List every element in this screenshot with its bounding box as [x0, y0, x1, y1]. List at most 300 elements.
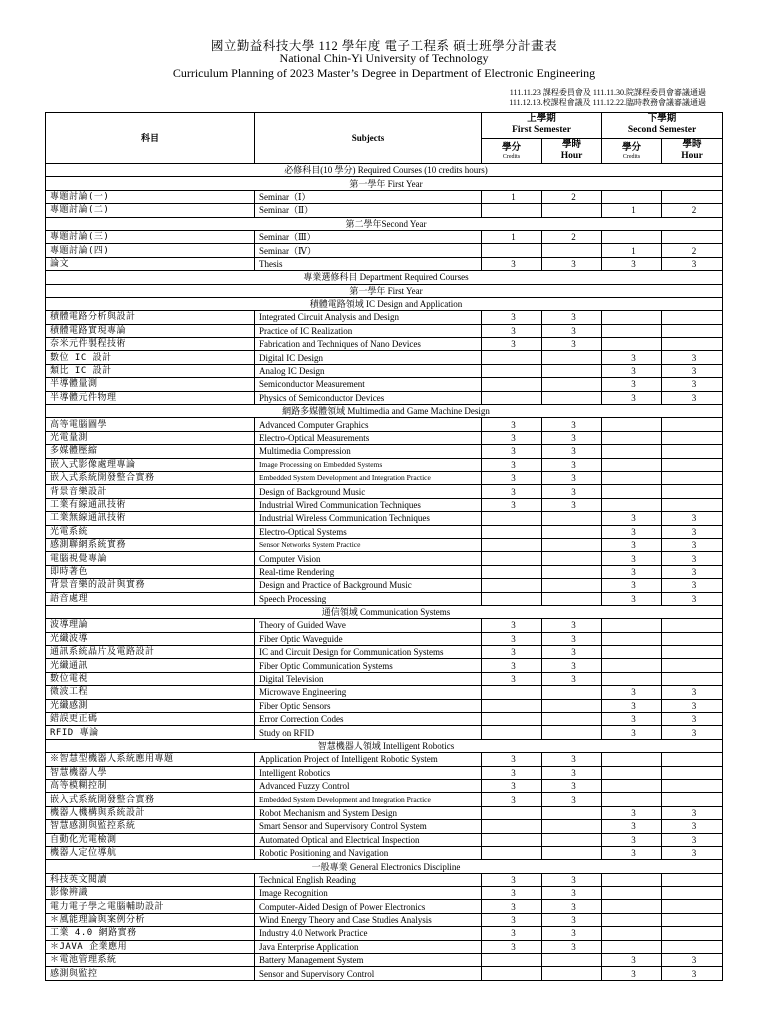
first-semester-hours: 3: [542, 913, 602, 926]
course-row: [46, 632, 723, 645]
field-heading-row: [46, 605, 723, 618]
course-row: [46, 793, 723, 806]
second-semester-hours: [662, 445, 723, 458]
second-semester-hours: 3: [662, 954, 723, 967]
course-row: [46, 257, 723, 270]
second-semester-credits: [602, 619, 662, 632]
second-semester-credits: 3: [602, 552, 662, 565]
course-name-en: Error Correction Codes: [255, 713, 482, 726]
second-semester-hours: 3: [662, 391, 723, 404]
first-semester-credits: [482, 525, 542, 538]
second-semester-credits: [602, 324, 662, 337]
first-semester-credits: 3: [482, 619, 542, 632]
second-semester-credits: [602, 873, 662, 886]
first-semester-hours: 3: [542, 338, 602, 351]
course-name-zh: 機器人定位導航: [46, 846, 255, 859]
first-semester-hours: [542, 954, 602, 967]
course-row: [46, 699, 723, 712]
course-name-en: Microwave Engineering: [255, 686, 482, 699]
course-name-en: Integrated Circuit Analysis and Design: [255, 311, 482, 324]
first-semester-hours: [542, 391, 602, 404]
first-semester-hours: 3: [542, 659, 602, 672]
second-semester-credits: 3: [602, 351, 662, 364]
section-heading: 第一學年 First Year: [46, 284, 723, 297]
course-row: [46, 579, 723, 592]
second-semester-credits: 3: [602, 806, 662, 819]
course-name-en: Study on RFID: [255, 726, 482, 739]
second-semester-credits: [602, 431, 662, 444]
course-name-en: Fabrication and Techniques of Nano Devices: [255, 338, 482, 351]
course-name-en: Seminar（Ⅲ）: [255, 230, 482, 243]
course-name-zh: ※智慧型機器人系統應用專題: [46, 753, 255, 766]
course-name-zh: 專題討論(四): [46, 244, 255, 257]
first-semester-hours: [542, 364, 602, 377]
first-semester-credits: [482, 686, 542, 699]
second-semester-credits: [602, 458, 662, 471]
course-name-en: Real-time Rendering: [255, 565, 482, 578]
first-semester-hours: [542, 244, 602, 257]
course-row: [46, 672, 723, 685]
first-semester-hours: [542, 538, 602, 551]
header-hour-1: 學時 Hour: [542, 138, 602, 164]
course-name-en: Fiber Optic Sensors: [255, 699, 482, 712]
second-semester-hours: [662, 766, 723, 779]
course-name-en: Image Recognition: [255, 887, 482, 900]
course-row: [46, 311, 723, 324]
first-semester-credits: [482, 726, 542, 739]
course-name-zh: 波導理論: [46, 619, 255, 632]
first-semester-credits: 3: [482, 913, 542, 926]
course-name-en: IC and Circuit Design for Communication Systems: [255, 646, 482, 659]
course-row: [46, 538, 723, 551]
second-semester-hours: 3: [662, 579, 723, 592]
second-semester-hours: [662, 927, 723, 940]
second-semester-hours: 2: [662, 204, 723, 217]
course-name-en: Speech Processing: [255, 592, 482, 605]
second-semester-hours: [662, 672, 723, 685]
course-name-zh: 感測聯網系統實務: [46, 538, 255, 551]
course-name-zh: 數位電視: [46, 672, 255, 685]
course-name-zh: 專題討論(一): [46, 190, 255, 203]
course-row: [46, 498, 723, 511]
first-semester-credits: [482, 378, 542, 391]
course-row: [46, 418, 723, 431]
second-semester-credits: [602, 338, 662, 351]
second-semester-credits: 3: [602, 257, 662, 270]
second-semester-credits: 3: [602, 592, 662, 605]
course-row: [46, 900, 723, 913]
course-row: [46, 766, 723, 779]
course-row: [46, 204, 723, 217]
course-name-en: Sensor and Supervisory Control: [255, 967, 482, 980]
course-name-en: Digital IC Design: [255, 351, 482, 364]
second-semester-hours: [662, 632, 723, 645]
second-semester-hours: 2: [662, 244, 723, 257]
course-name-en: Fiber Optic Waveguide: [255, 632, 482, 645]
course-name-zh: 智慧感測與監控系統: [46, 820, 255, 833]
second-semester-credits: 3: [602, 364, 662, 377]
second-semester-hours: [662, 779, 723, 792]
course-name-zh: 微波工程: [46, 686, 255, 699]
section-heading-row: [46, 164, 723, 177]
second-semester-hours: 3: [662, 820, 723, 833]
first-semester-credits: 3: [482, 753, 542, 766]
second-semester-credits: 3: [602, 713, 662, 726]
first-semester-credits: 1: [482, 190, 542, 203]
first-semester-credits: 3: [482, 471, 542, 484]
first-semester-hours: [542, 512, 602, 525]
second-semester-hours: [662, 498, 723, 511]
first-semester-hours: [542, 726, 602, 739]
section-heading-row: [46, 217, 723, 230]
second-semester-hours: 3: [662, 512, 723, 525]
course-name-zh: 通訊系統晶片及電路設計: [46, 646, 255, 659]
second-semester-hours: [662, 887, 723, 900]
course-name-zh: 即時著色: [46, 565, 255, 578]
course-row: [46, 391, 723, 404]
second-semester-hours: 3: [662, 726, 723, 739]
second-semester-hours: 3: [662, 686, 723, 699]
first-semester-credits: 3: [482, 766, 542, 779]
course-name-zh: ＊風能理論與案例分析: [46, 913, 255, 926]
second-semester-hours: 3: [662, 806, 723, 819]
second-semester-credits: [602, 900, 662, 913]
course-name-en: Java Enterprise Application: [255, 940, 482, 953]
first-semester-credits: [482, 364, 542, 377]
first-semester-credits: [482, 699, 542, 712]
first-semester-credits: [482, 820, 542, 833]
course-name-en: Embedded System Development and Integration Practice: [255, 793, 482, 806]
course-name-zh: 背景音樂的設計與實務: [46, 579, 255, 592]
first-semester-credits: [482, 204, 542, 217]
second-semester-credits: [602, 485, 662, 498]
second-semester-credits: 3: [602, 846, 662, 859]
course-row: [46, 565, 723, 578]
course-name-zh: 錯誤更正碼: [46, 713, 255, 726]
course-name-en: Image Processing on Embedded Systems: [255, 458, 482, 471]
second-semester-hours: 3: [662, 565, 723, 578]
course-name-zh: 論文: [46, 257, 255, 270]
first-semester-credits: [482, 846, 542, 859]
first-semester-hours: [542, 686, 602, 699]
course-row: [46, 686, 723, 699]
section-heading: 專業選修科目 Department Required Courses: [46, 271, 723, 284]
course-row: [46, 324, 723, 337]
title-chinese: 國立勤益科技大學 112 學年度 電子工程系 碩士班學分計畫表: [210, 39, 558, 53]
course-name-zh: 專題討論(二): [46, 204, 255, 217]
second-semester-credits: [602, 632, 662, 645]
course-row: [46, 806, 723, 819]
field-heading: 通信領域 Communication Systems: [46, 605, 723, 618]
second-semester-credits: 3: [602, 833, 662, 846]
course-name-zh: 嵌入式系統開發整合實務: [46, 793, 255, 806]
approval-note-1: 111.11.23 課程委員會及 111.11.30.院課程委員會審議通過: [509, 88, 706, 97]
first-semester-hours: 3: [542, 458, 602, 471]
first-semester-credits: 3: [482, 779, 542, 792]
course-row: [46, 485, 723, 498]
course-name-en: Technical English Reading: [255, 873, 482, 886]
section-heading-row: [46, 271, 723, 284]
course-name-zh: RFID 專論: [46, 726, 255, 739]
course-row: [46, 753, 723, 766]
course-row: [46, 471, 723, 484]
second-semester-hours: [662, 753, 723, 766]
second-semester-hours: 3: [662, 378, 723, 391]
course-name-zh: 光電量測: [46, 431, 255, 444]
curriculum-rows: [46, 164, 723, 981]
course-name-zh: 電力電子學之電腦輔助設計: [46, 900, 255, 913]
course-name-en: Semiconductor Measurement: [255, 378, 482, 391]
second-semester-hours: 3: [662, 351, 723, 364]
second-semester-hours: [662, 230, 723, 243]
first-semester-hours: 3: [542, 779, 602, 792]
first-semester-hours: 3: [542, 873, 602, 886]
second-semester-credits: 3: [602, 954, 662, 967]
first-semester-hours: [542, 806, 602, 819]
first-semester-hours: 3: [542, 753, 602, 766]
course-name-en: Industry 4.0 Network Practice: [255, 927, 482, 940]
course-name-en: Seminar（Ⅰ）: [255, 190, 482, 203]
course-name-zh: 光電系統: [46, 525, 255, 538]
course-row: [46, 338, 723, 351]
course-row: [46, 230, 723, 243]
second-semester-credits: 3: [602, 699, 662, 712]
first-semester-hours: 3: [542, 927, 602, 940]
field-heading-row: [46, 860, 723, 873]
course-row: [46, 873, 723, 886]
course-row: [46, 887, 723, 900]
course-name-en: Seminar（Ⅳ）: [255, 244, 482, 257]
first-semester-credits: 3: [482, 338, 542, 351]
first-semester-credits: [482, 351, 542, 364]
course-row: [46, 713, 723, 726]
second-semester-hours: 3: [662, 364, 723, 377]
course-row: [46, 927, 723, 940]
course-name-zh: 嵌入式系統開發整合實務: [46, 471, 255, 484]
first-semester-hours: [542, 552, 602, 565]
section-heading: 第一學年 First Year: [46, 177, 723, 190]
second-semester-hours: [662, 659, 723, 672]
course-name-zh: 光纖波導: [46, 632, 255, 645]
first-semester-credits: 3: [482, 458, 542, 471]
course-name-zh: 積體電路分析與設計: [46, 311, 255, 324]
curriculum-table: [45, 112, 723, 981]
course-name-zh: 機器人機構與系統設計: [46, 806, 255, 819]
course-name-zh: 高等電腦圖學: [46, 418, 255, 431]
course-name-zh: ＊電池管理系統: [46, 954, 255, 967]
first-semester-hours: [542, 378, 602, 391]
first-semester-hours: [542, 565, 602, 578]
course-row: [46, 726, 723, 739]
first-semester-hours: [542, 833, 602, 846]
course-name-en: Smart Sensor and Supervisory Control System: [255, 820, 482, 833]
first-semester-credits: [482, 579, 542, 592]
header-credits-2: 學分 Credits: [602, 138, 662, 164]
first-semester-credits: [482, 244, 542, 257]
second-semester-credits: [602, 445, 662, 458]
course-name-zh: 半導體量測: [46, 378, 255, 391]
course-row: [46, 445, 723, 458]
course-name-en: Physics of Semiconductor Devices: [255, 391, 482, 404]
first-semester-credits: [482, 391, 542, 404]
course-row: [46, 525, 723, 538]
first-semester-hours: 3: [542, 766, 602, 779]
second-semester-hours: [662, 940, 723, 953]
course-name-en: Intelligent Robotics: [255, 766, 482, 779]
course-row: [46, 190, 723, 203]
first-semester-hours: 2: [542, 230, 602, 243]
course-name-en: Sensor Networks System Practice: [255, 538, 482, 551]
first-semester-hours: 3: [542, 485, 602, 498]
course-row: [46, 913, 723, 926]
field-heading: 積體電路領域 IC Design and Application: [46, 297, 723, 310]
field-heading: 智慧機器人領域 Intelligent Robotics: [46, 739, 723, 752]
second-semester-hours: [662, 431, 723, 444]
first-semester-credits: [482, 713, 542, 726]
second-semester-credits: [602, 230, 662, 243]
course-name-en: Seminar（Ⅱ）: [255, 204, 482, 217]
header-subject-zh: 科目: [46, 113, 255, 164]
course-name-en: Multimedia Compression: [255, 445, 482, 458]
course-name-zh: 科技英文閱讀: [46, 873, 255, 886]
first-semester-hours: 2: [542, 190, 602, 203]
first-semester-credits: 3: [482, 311, 542, 324]
course-name-en: Industrial Wired Communication Techniques: [255, 498, 482, 511]
second-semester-hours: [662, 913, 723, 926]
first-semester-credits: [482, 806, 542, 819]
first-semester-credits: [482, 954, 542, 967]
course-row: [46, 619, 723, 632]
header-credits-1: 學分 Credits: [482, 138, 542, 164]
field-heading-row: [46, 739, 723, 752]
first-semester-hours: [542, 713, 602, 726]
first-semester-hours: 3: [542, 793, 602, 806]
first-semester-credits: 3: [482, 418, 542, 431]
second-semester-hours: [662, 646, 723, 659]
course-row: [46, 552, 723, 565]
second-semester-hours: [662, 458, 723, 471]
course-row: [46, 431, 723, 444]
course-name-zh: 工業無線通訊技術: [46, 512, 255, 525]
course-name-zh: 電腦視覺專論: [46, 552, 255, 565]
first-semester-credits: 3: [482, 498, 542, 511]
title-curriculum: Curriculum Planning of 2023 Master’s Degree in Department of Electronic Engineering: [172, 66, 596, 80]
course-name-zh: 專題討論(三): [46, 230, 255, 243]
second-semester-hours: 3: [662, 699, 723, 712]
course-name-en: Electro-Optical Systems: [255, 525, 482, 538]
course-name-en: Wind Energy Theory and Case Studies Analysis: [255, 913, 482, 926]
second-semester-hours: [662, 324, 723, 337]
second-semester-credits: [602, 190, 662, 203]
title-university: National Chin-Yi University of Technology: [279, 51, 489, 65]
second-semester-credits: 3: [602, 967, 662, 980]
second-semester-credits: [602, 311, 662, 324]
course-row: [46, 378, 723, 391]
second-semester-en: Second Semester: [627, 125, 697, 136]
course-name-zh: 積體電路實現專論: [46, 324, 255, 337]
first-semester-hours: 3: [542, 471, 602, 484]
first-semester-hours: [542, 846, 602, 859]
second-semester-hours: [662, 311, 723, 324]
course-row: [46, 659, 723, 672]
second-semester-credits: 3: [602, 686, 662, 699]
second-semester-credits: 3: [602, 525, 662, 538]
second-semester-hours: [662, 873, 723, 886]
course-name-zh: 奈米元件製程技術: [46, 338, 255, 351]
second-semester-hours: 3: [662, 592, 723, 605]
course-name-en: Robot Mechanism and System Design: [255, 806, 482, 819]
first-semester-hours: 3: [542, 646, 602, 659]
course-name-en: Digital Television: [255, 672, 482, 685]
first-semester-credits: 3: [482, 659, 542, 672]
course-name-en: Design and Practice of Background Music: [255, 579, 482, 592]
first-semester-credits: 3: [482, 485, 542, 498]
first-semester-en: First Semester: [512, 125, 571, 136]
second-semester-credits: [602, 498, 662, 511]
course-row: [46, 846, 723, 859]
course-name-zh: 多媒體壓縮: [46, 445, 255, 458]
first-semester-hours: 3: [542, 324, 602, 337]
header-first-semester: [482, 113, 602, 139]
first-semester-zh: 上學期: [527, 114, 556, 125]
second-semester-hours: [662, 619, 723, 632]
first-semester-credits: [482, 565, 542, 578]
section-heading: 第二學年Second Year: [46, 217, 723, 230]
first-semester-credits: [482, 833, 542, 846]
course-row: [46, 779, 723, 792]
course-name-en: Analog IC Design: [255, 364, 482, 377]
first-semester-hours: 3: [542, 619, 602, 632]
second-semester-credits: 3: [602, 391, 662, 404]
field-heading-row: [46, 297, 723, 310]
course-name-en: Computer Vision: [255, 552, 482, 565]
second-semester-hours: 3: [662, 257, 723, 270]
course-name-en: Automated Optical and Electrical Inspection: [255, 833, 482, 846]
course-row: [46, 592, 723, 605]
course-name-zh: 光纖感測: [46, 699, 255, 712]
course-name-zh: 數位 IC 設計: [46, 351, 255, 364]
course-row: [46, 244, 723, 257]
course-name-zh: 影像辨識: [46, 887, 255, 900]
section-heading-row: [46, 284, 723, 297]
header-hour-2: 學時 Hour: [662, 138, 723, 164]
approval-note-2: 111.12.13.校課程會議及 111.12.22.臨時教務會議審議通過: [509, 98, 706, 107]
course-name-en: Battery Management System: [255, 954, 482, 967]
second-semester-credits: 3: [602, 820, 662, 833]
course-name-zh: 嵌入式影像處理專論: [46, 458, 255, 471]
first-semester-credits: 3: [482, 793, 542, 806]
course-name-zh: 智慧機器人學: [46, 766, 255, 779]
approval-notes: [509, 88, 706, 108]
section-heading-row: [46, 177, 723, 190]
course-name-zh: 背景音樂設計: [46, 485, 255, 498]
second-semester-credits: 3: [602, 579, 662, 592]
first-semester-credits: 3: [482, 672, 542, 685]
course-name-zh: 半導體元件物理: [46, 391, 255, 404]
first-semester-credits: [482, 592, 542, 605]
second-semester-hours: 3: [662, 967, 723, 980]
course-row: [46, 458, 723, 471]
course-name-zh: 光纖通訊: [46, 659, 255, 672]
first-semester-hours: 3: [542, 445, 602, 458]
first-semester-hours: 3: [542, 632, 602, 645]
second-semester-hours: [662, 190, 723, 203]
field-heading-row: [46, 405, 723, 418]
second-semester-credits: [602, 793, 662, 806]
course-name-zh: 工業有線通訊技術: [46, 498, 255, 511]
course-name-zh: 類比 IC 設計: [46, 364, 255, 377]
second-semester-credits: 1: [602, 204, 662, 217]
